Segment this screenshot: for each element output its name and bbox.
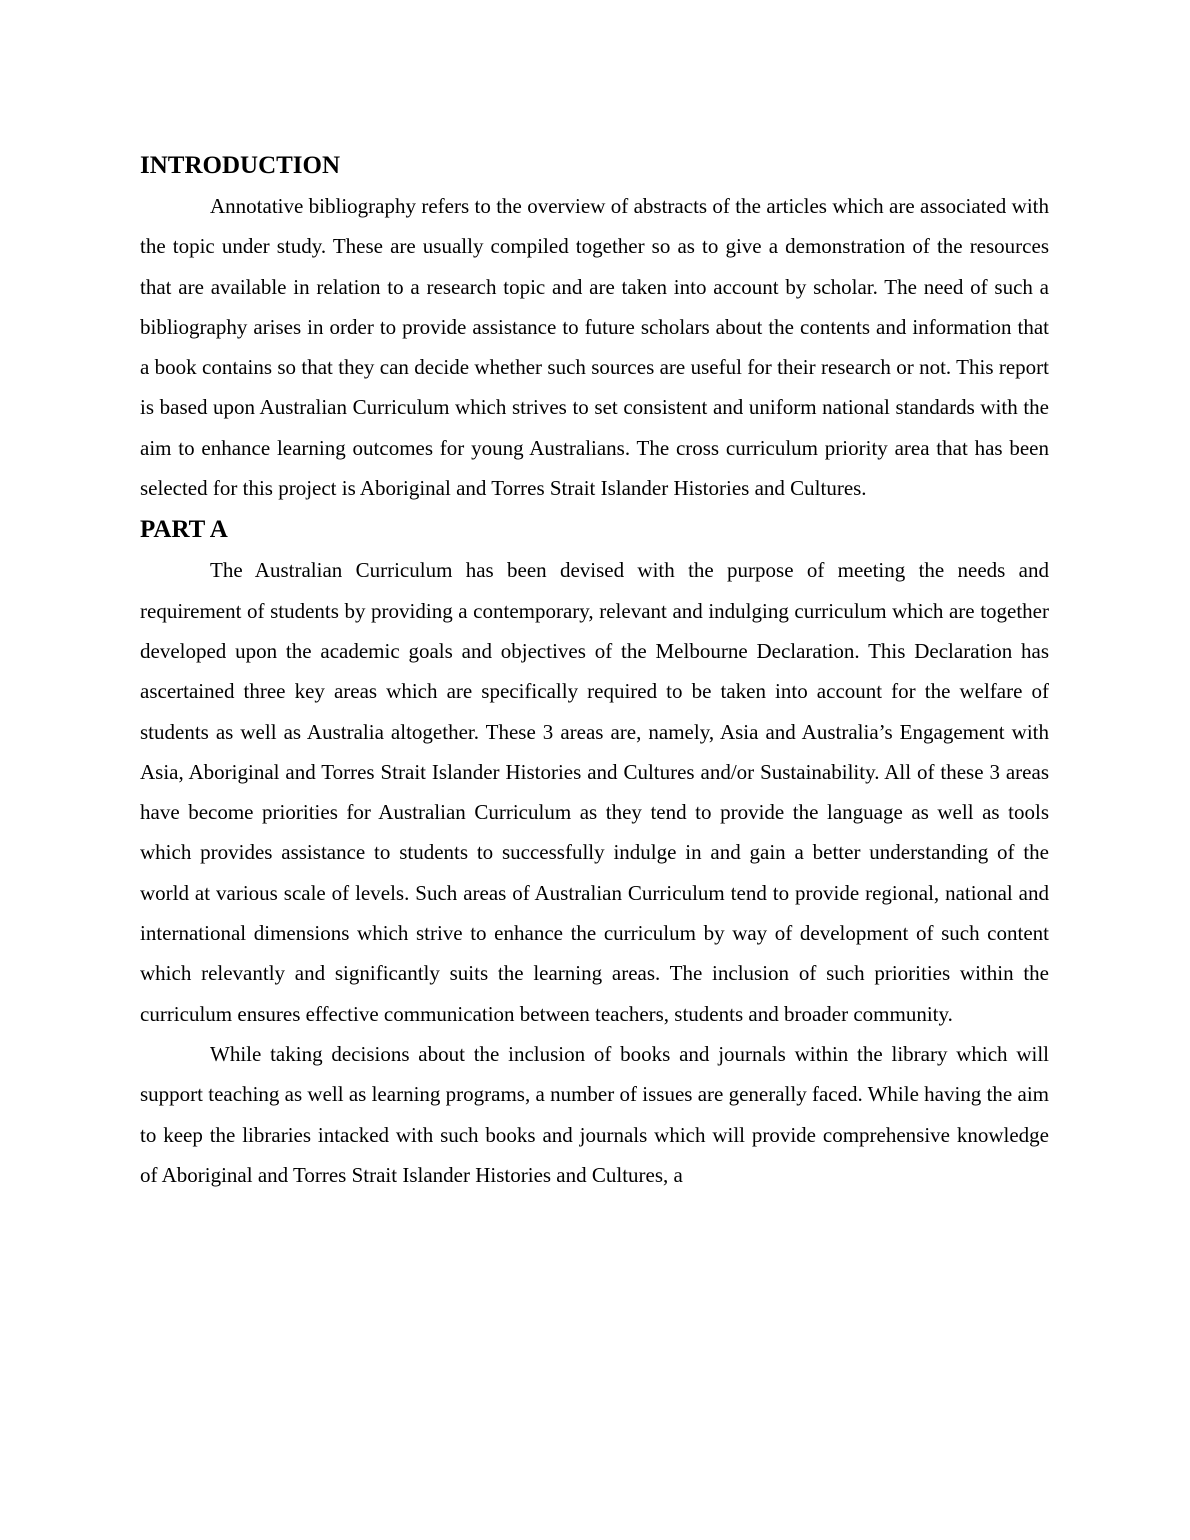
paragraph-part-a-1: The Australian Curriculum has been devised with the purpose of meeting the needs and requirement of students by providing a contemporary, relevant and indulging curriculum which are together developed upon the academic goals and objectives of the Melbourne Declaration. This Declaration has ascertained three key areas which are specifically required to be taken into account for the welfare of students as well as Australia altogether. These 3 areas are, namely, Asia and Australia’s Engagement with Asia, Aboriginal and Torres Strait Islander Histories and Cultures and/or Sustainability. All of these 3 areas have become priorities for Australian Curriculum as they tend to provide the language as well as tools which provides assistance to students to successfully indulge in and gain a better understanding of the world at various scale of levels. Such areas of Australian Curriculum tend to provide regional, national and international dimensions which strive to enhance the curriculum by way of development of such content which relevantly and significantly suits the learning areas. The inclusion of such priorities within the curriculum ensures effective communication between teachers, students and broader community. (140, 558, 1049, 1026)
heading-part-a: PART A (140, 516, 228, 544)
paragraph-introduction: Annotative bibliography refers to the overview of abstracts of the articles which are associated with the topic under study. These are usually compiled together so as to give a demonstration of the resources that are available in relation to a research topic and are taken into account by scholar. The need of such a bibliography arises in order to provide assistance to future scholars about the contents and information that a book contains so that they can decide whether such sources are useful for their research or not. This report is based upon Australian Curriculum which strives to set consistent and uniform national standards with the aim to enhance learning outcomes for young Australians. The cross curriculum priority area that has been selected for this project is Aboriginal and Torres Strait Islander Histories and Cultures. (140, 194, 1049, 501)
document-body (140, 150, 1049, 1195)
heading-introduction: INTRODUCTION (140, 152, 341, 179)
paragraph-part-a-2: While taking decisions about the inclusion of books and journals within the library which will support teaching as well as learning programs, a number of issues are generally faced. While having the aim to keep the libraries intacked with such books and journals which will provide comprehensive knowledge of Aboriginal and Torres Strait Islander Histories and Cultures, a (140, 1041, 1049, 1187)
